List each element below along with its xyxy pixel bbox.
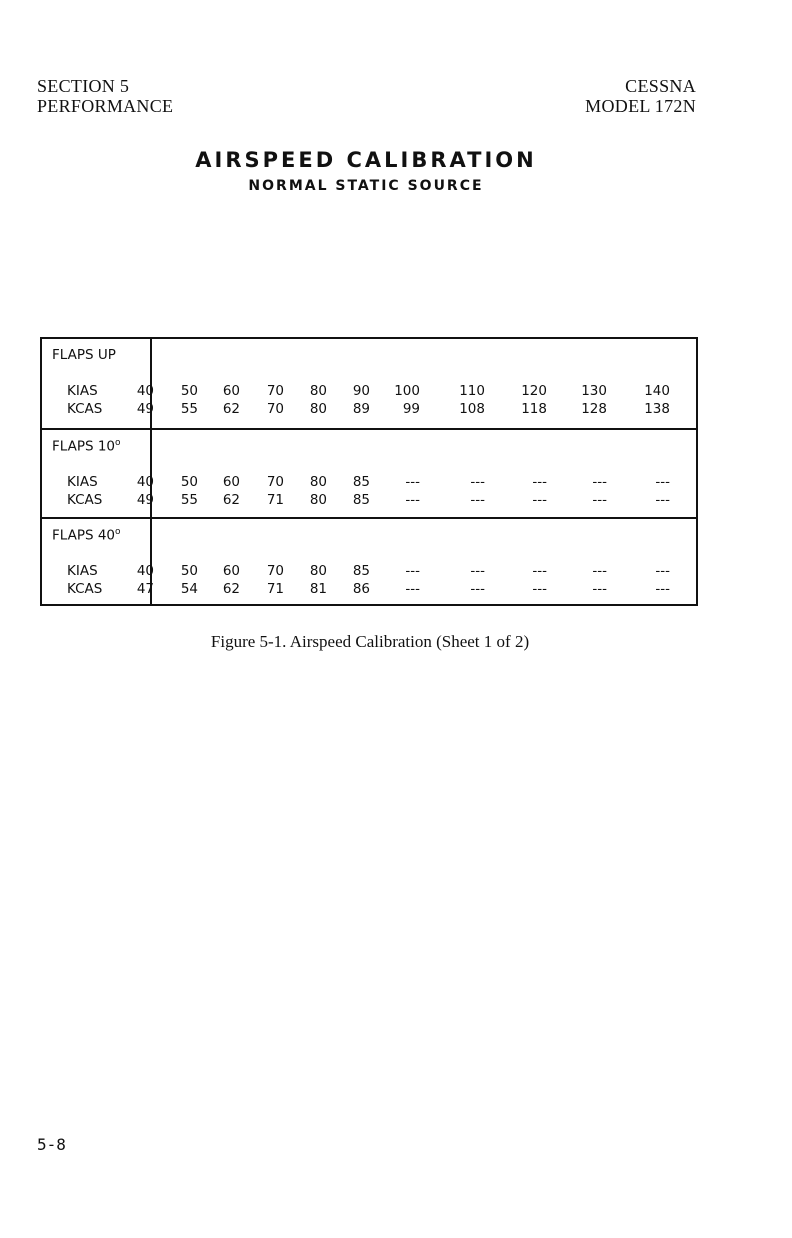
page-header-left (37, 76, 173, 116)
kcas-value: 62 (222, 401, 240, 417)
table-section (42, 428, 696, 519)
kcas-value: 55 (180, 401, 198, 417)
kcas-value: --- (592, 492, 607, 508)
kias-row-label: KIAS (67, 383, 98, 399)
kias-value: 80 (309, 383, 327, 399)
degree-mark: o (115, 527, 121, 537)
kias-value: 130 (581, 383, 607, 399)
kias-row-label: KIAS (67, 474, 98, 490)
kcas-value: --- (470, 492, 485, 508)
section-title: PERFORMANCE (37, 96, 174, 116)
kias-value: 60 (222, 383, 240, 399)
kias-value: --- (405, 474, 420, 490)
kias-value: 110 (459, 383, 485, 399)
kias-value: 100 (394, 383, 420, 399)
page-subtitle: NORMAL STATIC SOURCE (248, 178, 484, 194)
kias-value: --- (592, 474, 607, 490)
kias-value: 70 (266, 563, 284, 579)
kcas-value: 71 (266, 492, 284, 508)
kcas-value: 81 (309, 581, 327, 597)
kias-value: 60 (222, 474, 240, 490)
kias-value: 50 (180, 474, 198, 490)
kcas-value: --- (592, 581, 607, 597)
flap-setting-text: FLAPS 10 (52, 438, 116, 455)
kcas-value: 138 (644, 401, 670, 417)
table-section (42, 339, 696, 428)
kcas-value: 62 (222, 492, 240, 508)
kcas-value: 85 (352, 492, 370, 508)
kias-value: --- (405, 563, 420, 579)
kcas-value: 55 (180, 492, 198, 508)
kcas-value: --- (405, 492, 420, 508)
kcas-value: 108 (459, 401, 485, 417)
kcas-value: 128 (581, 401, 607, 417)
manufacturer: CESSNA (625, 76, 696, 96)
flap-setting-text: FLAPS UP (52, 347, 116, 363)
kias-value: 85 (352, 474, 370, 490)
kias-value: 80 (309, 474, 327, 490)
kias-value: 85 (352, 563, 370, 579)
kcas-value: 99 (402, 401, 420, 417)
flap-setting-label (52, 527, 121, 544)
kcas-value: 118 (521, 401, 547, 417)
kias-value: 50 (180, 383, 198, 399)
kcas-value: --- (655, 581, 670, 597)
kias-value: 40 (136, 383, 154, 399)
kcas-value: 80 (309, 401, 327, 417)
kcas-value: --- (532, 492, 547, 508)
kcas-row-label: KCAS (67, 401, 103, 417)
kcas-value: --- (405, 581, 420, 597)
kias-value: --- (470, 474, 485, 490)
flap-setting-label (52, 438, 121, 455)
kias-value: --- (470, 563, 485, 579)
kias-value: --- (532, 474, 547, 490)
airspeed-calibration-table (40, 337, 698, 606)
kias-value: --- (655, 563, 670, 579)
kias-value: --- (532, 563, 547, 579)
kias-value: 70 (266, 474, 284, 490)
kcas-value: 49 (136, 401, 154, 417)
kcas-value: 54 (180, 581, 198, 597)
kias-value: 120 (521, 383, 547, 399)
kias-value: 40 (136, 563, 154, 579)
kcas-row-label: KCAS (67, 492, 103, 508)
kias-value: 60 (222, 563, 240, 579)
flap-setting-label (52, 347, 116, 363)
table-section (42, 517, 696, 608)
kcas-value: --- (532, 581, 547, 597)
kcas-value: 86 (352, 581, 370, 597)
kias-row-label: KIAS (67, 563, 98, 579)
kcas-value: --- (655, 492, 670, 508)
kcas-value: 89 (352, 401, 370, 417)
kias-value: 70 (266, 383, 284, 399)
flap-setting-text: FLAPS 40 (52, 527, 116, 544)
kcas-value: 47 (136, 581, 154, 597)
degree-mark: o (115, 438, 121, 448)
page-number: 5-8 (37, 1135, 66, 1154)
kcas-value: 49 (136, 492, 154, 508)
kias-value: --- (592, 563, 607, 579)
page-title: AIRSPEED CALIBRATION (195, 148, 537, 172)
section-number: SECTION 5 (37, 76, 130, 96)
aircraft-model: MODEL 172N (585, 96, 696, 116)
kias-value: 80 (309, 563, 327, 579)
kcas-value: --- (470, 581, 485, 597)
kcas-row-label: KCAS (67, 581, 103, 597)
kias-value: 40 (136, 474, 154, 490)
kcas-value: 80 (309, 492, 327, 508)
kias-value: --- (655, 474, 670, 490)
kias-value: 50 (180, 563, 198, 579)
kcas-value: 62 (222, 581, 240, 597)
kcas-value: 71 (266, 581, 284, 597)
figure-caption: Figure 5-1. Airspeed Calibration (Sheet 1 of 2) (210, 632, 530, 651)
page-header-right (585, 76, 696, 116)
kcas-value: 70 (266, 401, 284, 417)
kias-value: 140 (644, 383, 670, 399)
kias-value: 90 (352, 383, 370, 399)
